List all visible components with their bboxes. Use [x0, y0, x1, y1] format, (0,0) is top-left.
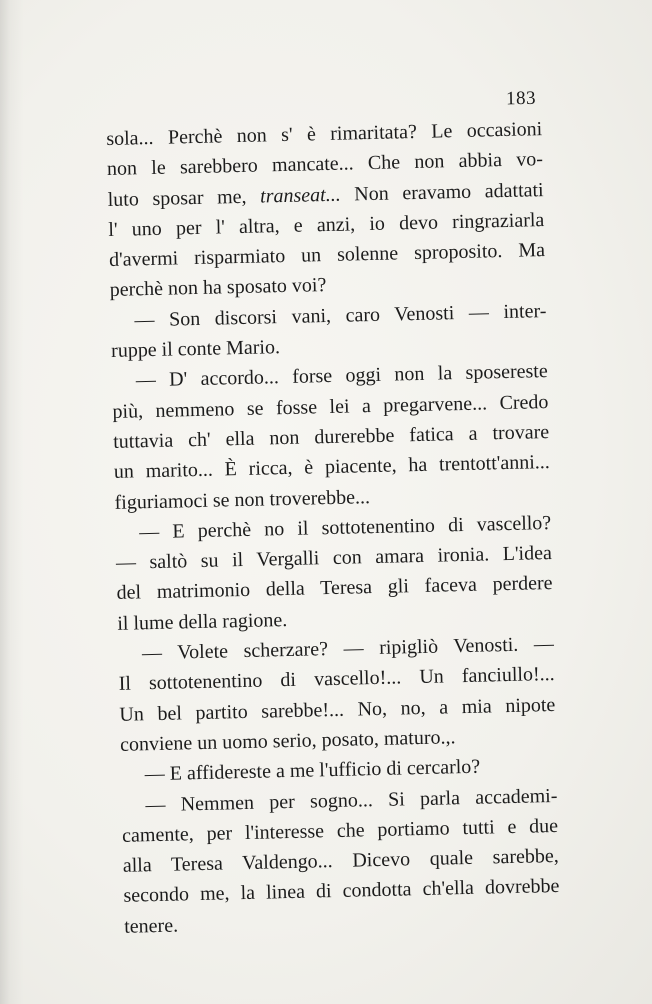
text-line: — saltò su il Vergalli con amara ironia. L'idea: [115, 542, 553, 575]
text-line: — E perchè no il sottotenentino di vascello?: [139, 511, 552, 544]
text-line: non le sarebbero mancate... Che non abbia vo-: [106, 148, 544, 181]
body-text: [106, 114, 560, 942]
text-line: ruppe il conte Mario.: [110, 336, 281, 363]
text-line: del matrimonio della Teresa gli faceva perdere: [116, 572, 553, 605]
text-line: il lume della ragione.: [117, 608, 288, 635]
text-line: conviene un uomo serio, posato, maturo.,.: [119, 726, 456, 756]
text-line: luto sposar me, transeat... Non eravamo adattati: [107, 178, 544, 211]
text-line: perchè non ha sposato voi?: [109, 274, 327, 302]
text-line: Il sottotenentino di vascello!... Un fanciullo!...: [118, 663, 555, 696]
text-line: d'avermi risparmiato un solenne sproposito. Ma: [108, 239, 546, 272]
page-number: 183: [505, 87, 537, 110]
text-line: sola... Perchè non s' è rimaritata? Le occasioni: [106, 118, 543, 150]
italic-word: transeat...: [259, 183, 341, 208]
text-line: l' uno per l' altra, e anzi, io devo ringraziarla: [108, 208, 545, 241]
text-line: camente, per l'interesse che portiamo tutti e due: [121, 814, 559, 847]
text-line: Un bel partito sarebbe!... No, no, a mia nipote: [119, 693, 556, 726]
text-line: — Son discorsi vani, caro Venosti — inter-: [134, 299, 547, 332]
text-line: tuttavia ch' ella non durerebbe fatica a trovare: [112, 420, 550, 453]
text-line: — E affidereste a me l'ufficio di cercarlo?: [144, 755, 481, 786]
text-line: più, nemmeno se fosse lei a pregarvene... Credo: [112, 390, 549, 423]
text-line: — Volete scherzare? — ripigliò Venosti. —: [141, 633, 555, 665]
text-line: — Nemmen per sogno... Si parla accademi-: [145, 784, 558, 816]
text-line: tenere.: [123, 914, 179, 938]
text-line: — D' accordo... forse oggi non la sposereste: [135, 360, 548, 392]
text-line: alla Teresa Valdengo... Dicevo quale sarebbe,: [122, 845, 559, 877]
text-line: secondo me, la linea di condotta ch'ella dovrebbe: [123, 875, 560, 908]
text-line: figuriamoci se non troverebbe...: [114, 485, 371, 514]
text-line: un marito... È ricca, è piacente, ha trentott'anni...: [113, 451, 551, 484]
